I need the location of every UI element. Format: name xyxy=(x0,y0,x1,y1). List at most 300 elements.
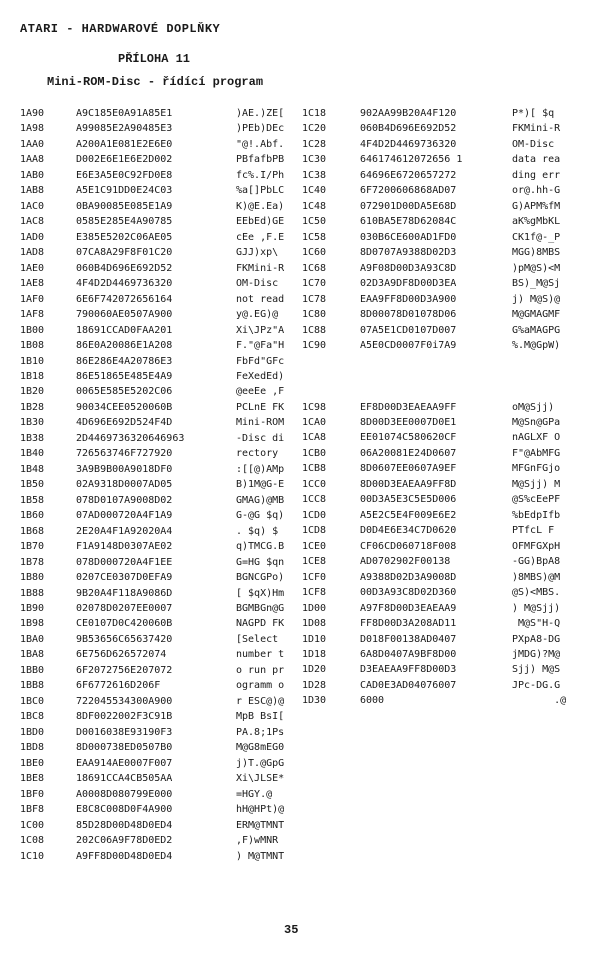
listing-row xyxy=(20,725,284,740)
ascii-text: F"@AbMFG xyxy=(512,447,561,459)
ascii-text: M@S"H-Q xyxy=(512,618,561,630)
hex-bytes: 078D0107A9008D02 xyxy=(76,494,173,506)
listing-row xyxy=(302,323,566,338)
address: 1AE8 xyxy=(20,278,45,290)
listing-row xyxy=(20,384,284,399)
listing-row xyxy=(302,585,566,600)
hex-bytes: 6E6F742072656164 xyxy=(76,293,173,305)
hex-bytes: 4F4D2D4469736320 xyxy=(76,278,173,290)
ascii-text: data rea xyxy=(512,154,561,166)
ascii-text: -Disc di xyxy=(236,432,285,444)
listing-row xyxy=(302,616,566,631)
ascii-text: GMAG)@MB xyxy=(236,494,285,506)
ascii-text: PA.8;1Ps xyxy=(236,726,285,738)
address: 1AF0 xyxy=(20,293,45,305)
ascii-text: j) M@S)@ xyxy=(512,293,561,305)
listing-row xyxy=(302,338,566,353)
listing-row xyxy=(302,121,566,136)
ascii-text: Sjj) M@S xyxy=(512,664,561,676)
address: 1AA8 xyxy=(20,154,45,166)
ascii-text: G%aMAGPG xyxy=(512,324,561,336)
ascii-text: PCLnE FK xyxy=(236,401,285,413)
hex-listing-left xyxy=(20,106,284,864)
listing-row xyxy=(302,152,566,167)
hex-bytes: 3A9B9B00A9018DF0 xyxy=(76,463,173,475)
ascii-text: hH@HPt)@ xyxy=(236,804,285,816)
ascii-text: q)TMCG.B xyxy=(236,541,285,553)
ascii-text: @S%cEePF xyxy=(512,494,561,506)
listing-row xyxy=(302,492,566,507)
listing-row xyxy=(20,106,284,121)
address: 1B50 xyxy=(20,479,45,491)
listing-row xyxy=(302,400,566,415)
hex-bytes: 4F4D2D4469736320 xyxy=(360,138,457,150)
listing-row xyxy=(20,586,284,601)
hex-listing-right-block-b xyxy=(302,400,566,709)
ascii-text: MpB BsI[ xyxy=(236,711,285,723)
listing-row xyxy=(20,230,284,245)
ascii-text: oM@Sjj) xyxy=(512,401,561,413)
listing-row xyxy=(20,462,284,477)
ascii-text: M@G8mEG0 xyxy=(236,742,285,754)
hex-bytes: E385E5202C06AE05 xyxy=(76,231,173,243)
ascii-text: G)APM%fM xyxy=(512,200,561,212)
listing-row xyxy=(20,168,284,183)
address: 1BA0 xyxy=(20,633,45,645)
hex-bytes: A200A1E081E2E6E0 xyxy=(76,138,173,150)
listing-row xyxy=(20,756,284,771)
hex-bytes: A9C185E0A91A85E1 xyxy=(76,108,173,119)
listing-row xyxy=(20,539,284,554)
listing-row xyxy=(20,415,284,430)
address: 1BB0 xyxy=(20,664,45,676)
ascii-text: ) M@Sjj) xyxy=(512,602,561,614)
ascii-text: fc%.I/Ph xyxy=(236,169,285,181)
address: 1C68 xyxy=(302,262,327,274)
listing-row xyxy=(20,802,284,817)
hex-bytes: D0016038E93190F3 xyxy=(76,726,173,738)
address: 1BA8 xyxy=(20,649,45,661)
hex-bytes: F1A9148D0307AE02 xyxy=(76,541,173,553)
hex-bytes: 2D4469736320646963 xyxy=(76,432,185,444)
ascii-text: NAGPD FK xyxy=(236,618,285,630)
listing-row xyxy=(20,818,284,833)
hex-bytes: 8D00D3EAEAA9FF8D xyxy=(360,478,457,490)
hex-bytes: A9388D02D3A9008D xyxy=(360,571,457,583)
hex-bytes: 902AA99B20A4F120 xyxy=(360,108,457,119)
ascii-text: [Select xyxy=(236,633,285,645)
ascii-text: ERM@TMNT xyxy=(236,819,285,831)
hex-bytes: 6F7200606868AD07 xyxy=(360,185,457,197)
hex-bytes: 8D00D3EE0007D0E1 xyxy=(360,416,457,428)
hex-bytes: 86E51865E485E4A9 xyxy=(76,370,173,382)
ascii-text: nAGLXF O xyxy=(512,432,561,444)
hex-listing-right xyxy=(302,106,566,709)
address: 1B08 xyxy=(20,340,45,352)
hex-bytes: EAA9FF8D00D3A900 xyxy=(360,293,457,305)
address: 1AD8 xyxy=(20,247,45,259)
address: 1A98 xyxy=(20,123,45,135)
listing-row xyxy=(302,230,566,245)
hex-bytes: 02A9318D0007AD05 xyxy=(76,479,173,491)
ascii-text: GJJ)xp\ xyxy=(236,247,285,259)
address: 1AC8 xyxy=(20,216,45,228)
listing-row xyxy=(302,601,566,616)
hex-bytes: 18691CCA4CB505AA xyxy=(76,773,173,785)
listing-row xyxy=(20,709,284,724)
listing-row xyxy=(20,524,284,539)
ascii-text: ) M@TMNT xyxy=(236,850,285,862)
hex-bytes: 0585E285E4A90785 xyxy=(76,216,173,228)
listing-row xyxy=(20,214,284,229)
address: 1B38 xyxy=(20,432,45,444)
listing-row xyxy=(302,508,566,523)
hex-bytes: 86E0A20086E1A208 xyxy=(76,340,173,352)
hex-bytes: 722045534300A900 xyxy=(76,695,173,707)
ascii-text: Mini-ROM xyxy=(236,417,285,429)
ascii-text: @S)<MBS. xyxy=(512,587,561,599)
ascii-text: OFMFGXpH xyxy=(512,540,561,552)
address: 1C80 xyxy=(302,309,327,321)
hex-bytes: 06A20081E24D0607 xyxy=(360,447,457,459)
hex-bytes: 00D3A5E3C5E5D006 xyxy=(360,494,457,506)
listing-row xyxy=(20,616,284,631)
ascii-text: M@Sn@GPa xyxy=(512,416,561,428)
address: 1BF8 xyxy=(20,804,45,816)
address: 1B98 xyxy=(20,618,45,630)
address: 1BD8 xyxy=(20,742,45,754)
address: 1C78 xyxy=(302,293,327,305)
ascii-text: jMDG)?M@ xyxy=(512,649,561,660)
listing-row xyxy=(20,446,284,461)
listing-row xyxy=(20,678,284,693)
address: 1D20 xyxy=(302,664,327,676)
ascii-text: or@.hh-G xyxy=(512,185,561,197)
ascii-text: MFGnFGjo xyxy=(512,463,561,475)
ascii-text: o run pr xyxy=(236,664,285,676)
address: 1AB0 xyxy=(20,169,45,181)
hex-bytes: 9B53656C65637420 xyxy=(76,633,173,645)
hex-bytes: 646174612072656 1 xyxy=(360,154,463,166)
address: 1D28 xyxy=(302,679,327,691)
address: 1B68 xyxy=(20,525,45,537)
hex-bytes: 0065E585E5202C06 xyxy=(76,386,173,398)
address: 1C00 xyxy=(20,819,45,831)
hex-bytes: 02078D0207EE0007 xyxy=(76,603,173,614)
listing-row xyxy=(302,307,566,322)
listing-row xyxy=(302,245,566,260)
listing-row xyxy=(302,261,566,276)
hex-bytes: 8D0707A9388D02D3 xyxy=(360,247,457,259)
listing-row xyxy=(20,400,284,415)
ascii-text: :[[@)AMp xyxy=(236,463,285,475)
hex-bytes: 6A8D0407A9BF8D00 xyxy=(360,649,457,660)
address: 1B48 xyxy=(20,463,45,475)
listing-row xyxy=(302,430,566,445)
address: 1B10 xyxy=(20,355,45,367)
listing-row xyxy=(20,431,284,446)
hex-bytes: A5E2C5E4F009E6E2 xyxy=(360,509,457,521)
hex-bytes: A0008D080799E000 xyxy=(76,788,173,800)
listing-row xyxy=(302,632,566,647)
address: 1CA8 xyxy=(302,432,327,444)
hex-bytes: D0D4E6E34C7D0620 xyxy=(360,525,457,537)
address: 1C50 xyxy=(302,216,327,228)
ascii-text: PXpA8-DG xyxy=(512,633,561,645)
address: 1BC8 xyxy=(20,711,45,723)
hex-bytes: 18691CCAD0FAA201 xyxy=(76,324,173,336)
ascii-text: P*)[ $q xyxy=(512,108,561,119)
listing-row xyxy=(20,152,284,167)
listing-row xyxy=(302,477,566,492)
ascii-text: )AE.)ZE[ xyxy=(236,108,285,119)
hex-bytes: CE0107D0C420060B xyxy=(76,618,173,630)
listing-row xyxy=(302,292,566,307)
address: 1B30 xyxy=(20,417,45,429)
hex-bytes: 060B4D696E692D52 xyxy=(76,262,173,274)
ascii-text: number t xyxy=(236,649,285,661)
listing-row xyxy=(302,647,566,662)
hex-bytes: 0BA90085E085E1A9 xyxy=(76,200,173,212)
listing-row xyxy=(302,678,566,693)
hex-bytes: 8DF0022002F3C91B xyxy=(76,711,173,723)
address: 1CE8 xyxy=(302,556,327,568)
ascii-text: CK1f@-_P xyxy=(512,231,561,243)
hex-bytes: A5E1C91DD0E24C03 xyxy=(76,185,173,197)
listing-row xyxy=(302,415,566,430)
listing-row xyxy=(20,849,284,864)
ascii-text: OM-Disc xyxy=(512,138,561,150)
hex-bytes: D002E6E1E6E2D002 xyxy=(76,154,173,166)
address: 1B80 xyxy=(20,572,45,584)
address: 1CE0 xyxy=(302,540,327,552)
hex-bytes: 060B4D696E692D52 xyxy=(360,123,457,135)
address: 1C18 xyxy=(302,108,327,119)
listing-row xyxy=(20,787,284,802)
listing-row xyxy=(302,137,566,152)
hex-bytes: 8D0607EE0607A9EF xyxy=(360,463,457,475)
ascii-text: aK%gMbKL xyxy=(512,216,561,228)
listing-row xyxy=(302,199,566,214)
ascii-text: cEe ,F.E xyxy=(236,231,285,243)
address: 1C20 xyxy=(302,123,327,135)
address: 1AB8 xyxy=(20,185,45,197)
listing-row xyxy=(20,137,284,152)
listing-row xyxy=(302,168,566,183)
hex-bytes: 6F2072756E207072 xyxy=(76,664,173,676)
listing-row xyxy=(20,570,284,585)
hex-bytes: CF06CD060718F008 xyxy=(360,540,457,552)
hex-bytes: 9B20A4F118A9086D xyxy=(76,587,173,599)
block-gap xyxy=(302,354,566,400)
page-number: 35 xyxy=(284,923,299,937)
hex-bytes: A97F8D00D3EAEAA9 xyxy=(360,602,457,614)
address: 1B78 xyxy=(20,556,45,568)
address: 1AC0 xyxy=(20,200,45,212)
address: 1C10 xyxy=(20,850,45,862)
address: 1D00 xyxy=(302,602,327,614)
address: 1CD8 xyxy=(302,525,327,537)
address: 1B60 xyxy=(20,510,45,522)
hex-bytes: FF8D00D3A208AD11 xyxy=(360,618,457,630)
listing-row xyxy=(302,214,566,229)
listing-row xyxy=(302,693,566,708)
address: 1B20 xyxy=(20,386,45,398)
hex-bytes: 078D000720A4F1EE xyxy=(76,556,173,568)
hex-listing-right-block-a xyxy=(302,106,566,354)
ascii-text: PBfafbPB xyxy=(236,154,285,166)
ascii-text: K)@E.Ea) xyxy=(236,200,285,212)
address: 1B58 xyxy=(20,494,45,506)
ascii-text: Xi\JPz"A xyxy=(236,324,285,336)
address: 1BC0 xyxy=(20,695,45,707)
address: 1C08 xyxy=(20,835,45,847)
listing-row xyxy=(302,539,566,554)
address: 1C70 xyxy=(302,278,327,290)
address: 1A90 xyxy=(20,108,45,119)
hex-bytes: 0207CE0307D0EFA9 xyxy=(76,572,173,584)
hex-bytes: E6E3A5E0C92FD0E8 xyxy=(76,169,173,181)
address: 1BD0 xyxy=(20,726,45,738)
listing-row xyxy=(20,477,284,492)
listing-row xyxy=(20,276,284,291)
hex-bytes: AD0702902F00138 xyxy=(360,556,451,568)
ascii-text: %bEdpIfb xyxy=(512,509,561,521)
ascii-text: . $q) $ xyxy=(236,525,279,537)
address: 1CC8 xyxy=(302,494,327,506)
ascii-text: [ $qX)Hm xyxy=(236,587,285,599)
hex-bytes: D018F00138AD0407 xyxy=(360,633,457,645)
address: 1BF0 xyxy=(20,788,45,800)
ascii-text: ogramm o xyxy=(236,680,285,692)
listing-row xyxy=(20,261,284,276)
ascii-text: "@!.Abf. xyxy=(236,138,285,150)
hex-bytes: 07AD000720A4F1A9 xyxy=(76,510,173,522)
ascii-text: r ESC@)@ xyxy=(236,695,285,707)
listing-row xyxy=(20,292,284,307)
hex-bytes: 07CA8A29F8F01C20 xyxy=(76,247,173,259)
listing-row xyxy=(302,446,566,461)
ascii-text: j)T.@GpG xyxy=(236,757,285,769)
ascii-text: MGG)8MBS xyxy=(512,247,561,259)
listing-row xyxy=(20,199,284,214)
listing-row xyxy=(20,632,284,647)
address: 1C38 xyxy=(302,169,327,181)
hex-bytes: 790060AE0507A900 xyxy=(76,309,173,321)
listing-row xyxy=(20,338,284,353)
listing-row xyxy=(302,183,566,198)
ascii-text: ,F)wMNR xyxy=(236,835,279,847)
ascii-text: JPc-DG.G xyxy=(512,679,561,691)
address: 1C40 xyxy=(302,185,327,197)
address: 1CA0 xyxy=(302,416,327,428)
ascii-text: -GG)BpA8 xyxy=(512,556,561,568)
hex-bytes: 610BA5E78D62084C xyxy=(360,216,457,228)
hex-bytes: CAD0E3AD04076007 xyxy=(360,679,457,691)
hex-bytes: A5E0CD0007F0i7A9 xyxy=(360,340,457,352)
ascii-text: EEbEd)GE xyxy=(236,216,285,228)
address: 1C48 xyxy=(302,200,327,212)
address: 1CF0 xyxy=(302,571,327,583)
listing-row xyxy=(20,183,284,198)
ascii-text: =HGY.@ xyxy=(236,788,273,800)
listing-row xyxy=(302,570,566,585)
ascii-text: M@Sjj) M xyxy=(512,478,561,490)
hex-bytes: A9F08D00D3A93C8D xyxy=(360,262,457,274)
hex-bytes: E8C8C008D0F4A900 xyxy=(76,804,173,816)
address: 1AD0 xyxy=(20,231,45,243)
hex-bytes: 6F6772616D206F xyxy=(76,680,161,692)
listing-row xyxy=(302,461,566,476)
hex-bytes: 2E20A4F1A92020A4 xyxy=(76,525,173,537)
hex-bytes: D3EAEAA9FF8D00D3 xyxy=(360,664,457,676)
hex-bytes: 02D3A9DF8D00D3EA xyxy=(360,278,457,290)
address: 1BB8 xyxy=(20,680,45,692)
listing-row xyxy=(20,323,284,338)
listing-row xyxy=(302,662,566,677)
appendix-title: PŘÍLOHA 11 xyxy=(118,52,191,66)
address: 1AA0 xyxy=(20,138,45,150)
ascii-text: ding err xyxy=(512,169,561,181)
ascii-text: M@GMAGMF xyxy=(512,309,561,321)
address: 1B40 xyxy=(20,448,45,460)
hex-bytes: 8D000738ED0507B0 xyxy=(76,742,173,754)
ascii-text: G-@G $q) xyxy=(236,510,285,522)
hex-bytes: A99085E2A90485E3 xyxy=(76,123,173,135)
address: 1D18 xyxy=(302,649,327,660)
listing-row xyxy=(20,694,284,709)
address: 1CC0 xyxy=(302,478,327,490)
ascii-text: .@ xyxy=(512,695,567,707)
address: 1D10 xyxy=(302,633,327,645)
ascii-text: G=HG $qn xyxy=(236,556,285,568)
hex-bytes: EAA914AE0007F007 xyxy=(76,757,173,769)
ascii-text: FeXedEd) xyxy=(236,370,285,382)
ascii-text: Xi\JLSE* xyxy=(236,773,285,785)
hex-bytes: 64696E6720657272 xyxy=(360,169,457,181)
listing-row xyxy=(20,307,284,322)
hex-bytes: 07A5E1CD0107D007 xyxy=(360,324,457,336)
hex-bytes: 00D3A93C8D02D360 xyxy=(360,587,457,599)
ascii-text: FKMini-R xyxy=(236,262,285,274)
hex-bytes: 030B6CE600AD1FD0 xyxy=(360,231,457,243)
listing-row xyxy=(20,121,284,136)
address: 1B00 xyxy=(20,324,45,336)
ascii-text: )PEb)DEc xyxy=(236,123,285,135)
hex-bytes: 4D696E692D524F4D xyxy=(76,417,173,429)
hex-bytes: 072901D00DA5E68D xyxy=(360,200,457,212)
address: 1C88 xyxy=(302,324,327,336)
address: 1CD0 xyxy=(302,509,327,521)
hex-bytes: 8D00078D01078D06 xyxy=(360,309,457,321)
listing-row xyxy=(302,554,566,569)
ascii-text: rectory xyxy=(236,448,285,460)
hex-bytes: 85D28D00D48D0ED4 xyxy=(76,819,173,831)
address: 1D08 xyxy=(302,618,327,630)
listing-row xyxy=(20,493,284,508)
address: 1B88 xyxy=(20,587,45,599)
hex-bytes: A9FF8D00D48D0ED4 xyxy=(76,850,173,862)
hex-bytes: 90034CEE0520060B xyxy=(76,401,173,413)
address: 1B28 xyxy=(20,401,45,413)
ascii-text: %a[]PbLC xyxy=(236,185,285,197)
hex-bytes: 6E756D626572074 xyxy=(76,649,167,661)
ascii-text: OM-Disc xyxy=(236,278,285,290)
listing-row xyxy=(302,523,566,538)
listing-row xyxy=(20,601,284,616)
listing-row xyxy=(20,508,284,523)
hex-bytes: 6000 xyxy=(360,695,385,707)
